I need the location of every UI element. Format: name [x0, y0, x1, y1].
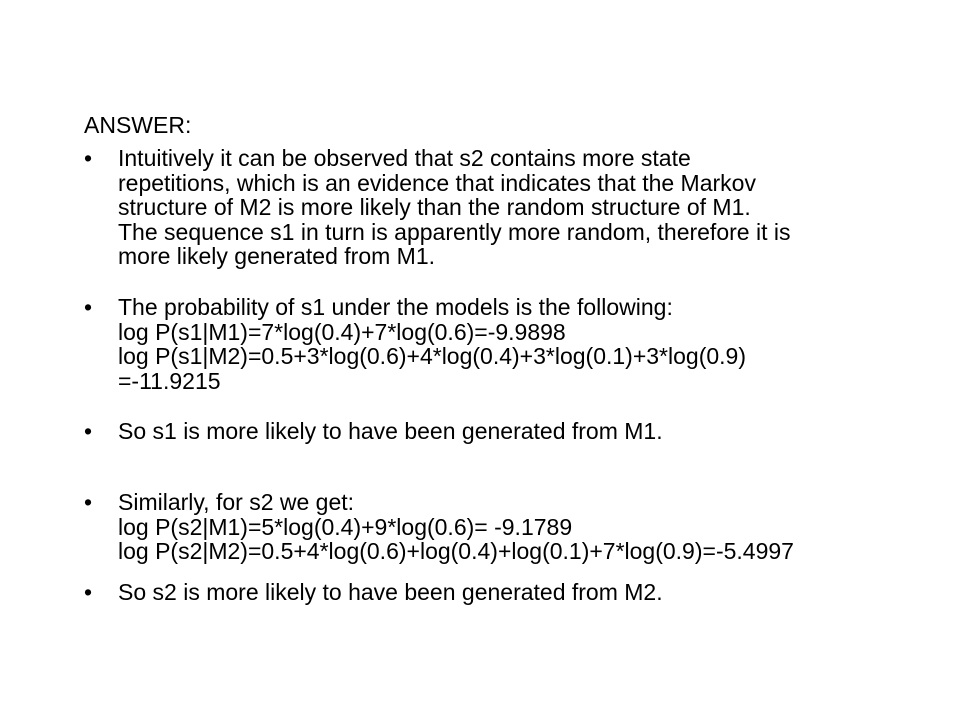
bullet-line: So s2 is more likely to have been generated from M2.	[118, 579, 663, 605]
bullet-text	[118, 490, 794, 564]
bullet-line: So s1 is more likely to have been generated from M1.	[118, 418, 663, 444]
bullet-text	[118, 419, 663, 444]
bullet-line: structure of M2 is more likely than the random structure of M1.	[118, 194, 751, 220]
bullet-line: The probability of s1 under the models is the following:	[118, 294, 673, 320]
bullet-text	[118, 580, 663, 605]
bullet-line: log P(s1|M1)=7*log(0.4)+7*log(0.6)=-9.9898	[118, 318, 566, 345]
bullet-dot: •	[84, 418, 93, 444]
bullet-line: more likely generated from M1.	[118, 243, 436, 269]
bullet-dot: •	[84, 579, 93, 605]
bullet-dot: •	[84, 294, 93, 320]
answer-heading: ANSWER:	[84, 112, 192, 138]
bullet-line: log P(s1|M2)=0.5+3*log(0.6)+4*log(0.4)+3*log(0.1)+3*log(0.9)	[118, 343, 746, 369]
bullet-text	[118, 295, 746, 393]
bullet-line: Intuitively it can be observed that s2 contains more state	[118, 145, 691, 171]
bullet-dot: •	[84, 489, 93, 515]
bullet-text	[118, 146, 790, 269]
bullet-line: =-11.9215	[118, 367, 221, 394]
bullet-line: Similarly, for s2 we get:	[118, 489, 355, 515]
bullet-line: log P(s2|M1)=5*log(0.4)+9*log(0.6)= -9.1789	[118, 513, 573, 540]
bullet-line: log P(s2|M2)=0.5+4*log(0.6)+log(0.4)+log(0.1)+7*log(0.9)=-5.4997	[118, 538, 794, 564]
bullet-line: repetitions, which is an evidence that indicates that the Markov	[118, 169, 756, 196]
bullet-dot: •	[84, 145, 93, 171]
bullet-line: The sequence s1 in turn is apparently more random, therefore it is	[118, 218, 791, 245]
